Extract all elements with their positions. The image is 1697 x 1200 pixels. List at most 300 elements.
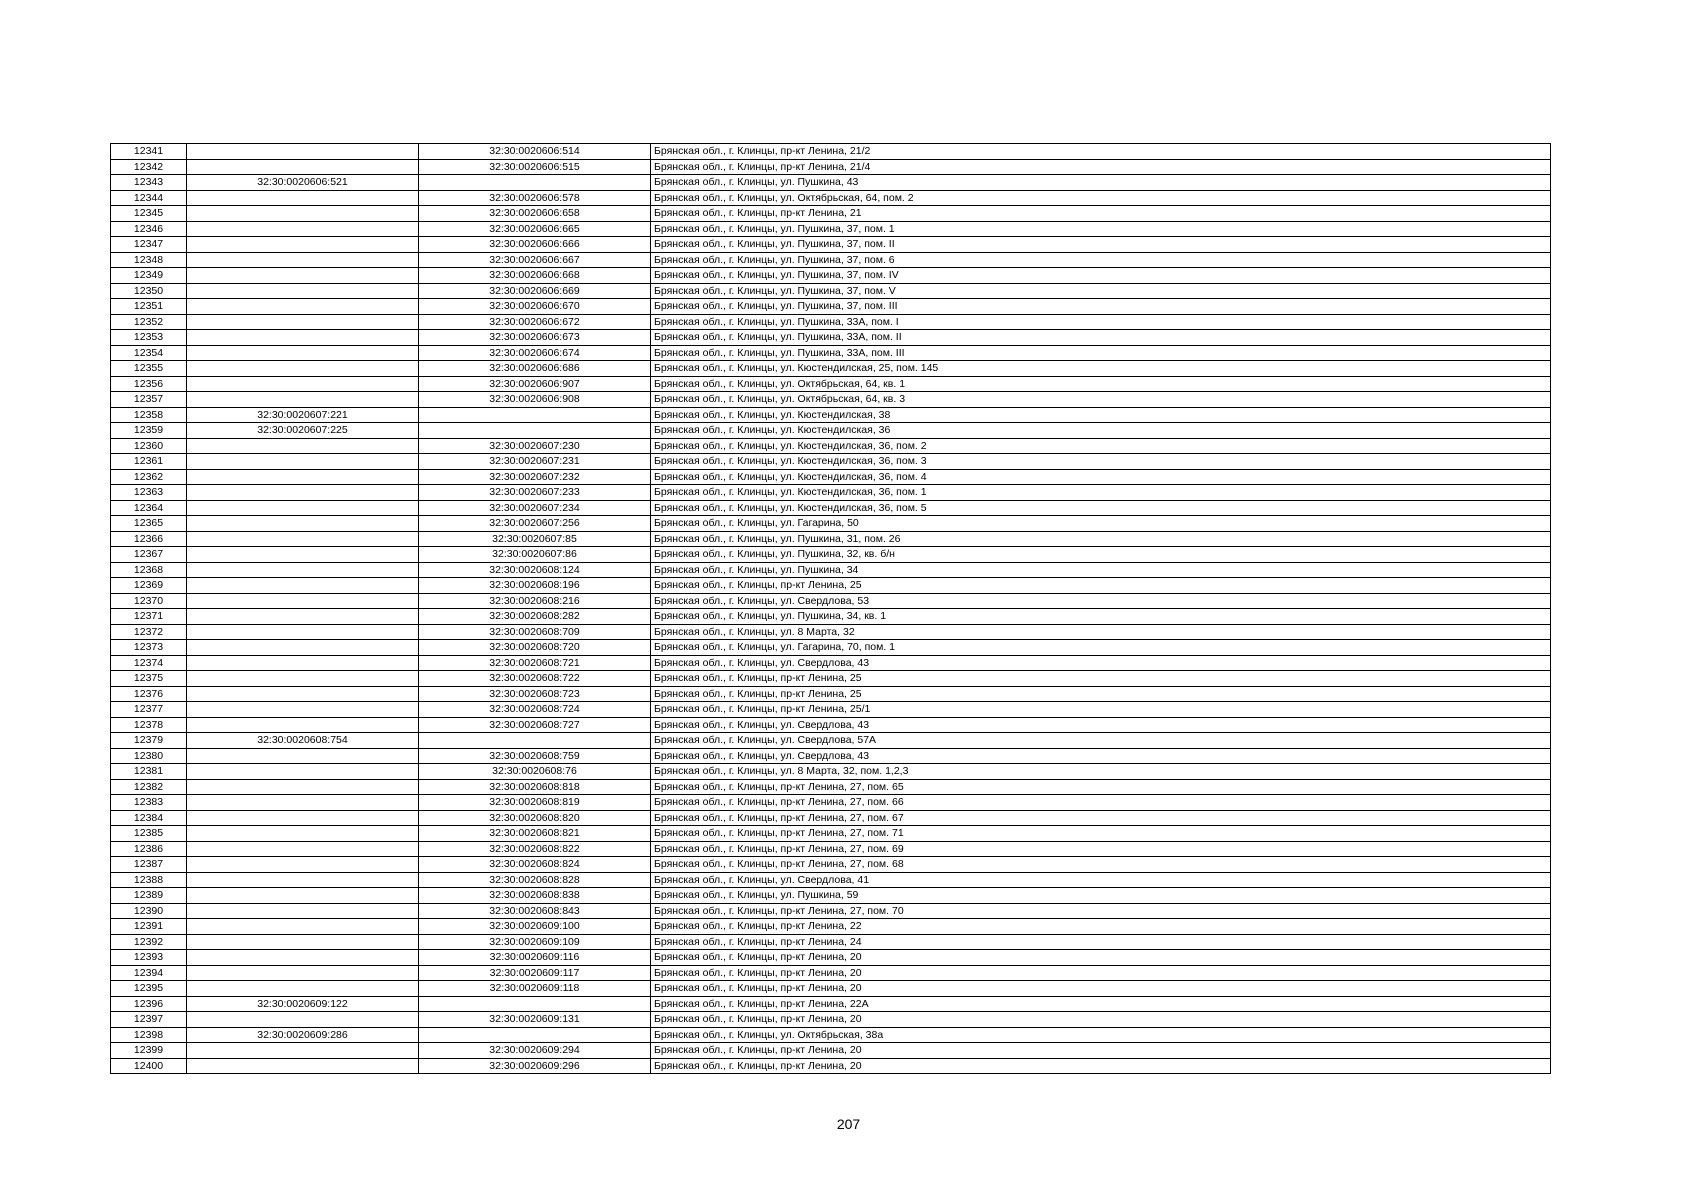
address-cell: Брянская обл., г. Клинцы, ул. 8 Марта, 32, пом. 1,2,3 <box>651 764 1551 780</box>
table-row <box>111 764 1551 780</box>
land-cadastral-cell <box>187 950 419 966</box>
row-number-cell: 12369 <box>111 578 187 594</box>
address-cell: Брянская обл., г. Клинцы, пр-кт Ленина, 21/4 <box>651 159 1551 175</box>
address-cell: Брянская обл., г. Клинцы, ул. Кюстендилская, 36, пом. 1 <box>651 485 1551 501</box>
object-cadastral-cell: 32:30:0020606:668 <box>419 268 651 284</box>
address-cell: Брянская обл., г. Клинцы, ул. Кюстендилская, 38 <box>651 407 1551 423</box>
row-number-cell: 12400 <box>111 1058 187 1074</box>
row-number-cell: 12360 <box>111 438 187 454</box>
table-row <box>111 1027 1551 1043</box>
table-row <box>111 562 1551 578</box>
address-cell: Брянская обл., г. Клинцы, ул. Пушкина, 33А, пом. II <box>651 330 1551 346</box>
land-cadastral-cell <box>187 593 419 609</box>
row-number-cell: 12348 <box>111 252 187 268</box>
address-cell: Брянская обл., г. Клинцы, ул. Кюстендилская, 36, пом. 4 <box>651 469 1551 485</box>
land-cadastral-cell <box>187 841 419 857</box>
land-cadastral-cell <box>187 764 419 780</box>
row-number-cell: 12357 <box>111 392 187 408</box>
page-number: 207 <box>836 1116 861 1132</box>
object-cadastral-cell: 32:30:0020607:85 <box>419 531 651 547</box>
land-cadastral-cell <box>187 206 419 222</box>
address-cell: Брянская обл., г. Клинцы, ул. Пушкина, 33А, пом. III <box>651 345 1551 361</box>
object-cadastral-cell: 32:30:0020606:667 <box>419 252 651 268</box>
land-cadastral-cell <box>187 717 419 733</box>
address-cell: Брянская обл., г. Клинцы, пр-кт Ленина, 25/1 <box>651 702 1551 718</box>
address-cell: Брянская обл., г. Клинцы, пр-кт Ленина, 22 <box>651 919 1551 935</box>
table-row <box>111 872 1551 888</box>
address-cell: Брянская обл., г. Клинцы, ул. Пушкина, 37, пом. III <box>651 299 1551 315</box>
object-cadastral-cell: 32:30:0020609:117 <box>419 965 651 981</box>
row-number-cell: 12352 <box>111 314 187 330</box>
object-cadastral-cell: 32:30:0020608:724 <box>419 702 651 718</box>
table-row <box>111 283 1551 299</box>
row-number-cell: 12371 <box>111 609 187 625</box>
table-row <box>111 934 1551 950</box>
table-row <box>111 795 1551 811</box>
table-row <box>111 330 1551 346</box>
row-number-cell: 12363 <box>111 485 187 501</box>
row-number-cell: 12365 <box>111 516 187 532</box>
table-row <box>111 857 1551 873</box>
object-cadastral-cell: 32:30:0020608:709 <box>419 624 651 640</box>
table-row <box>111 516 1551 532</box>
row-number-cell: 12342 <box>111 159 187 175</box>
address-cell: Брянская обл., г. Клинцы, ул. Пушкина, 31, пом. 26 <box>651 531 1551 547</box>
address-cell: Брянская обл., г. Клинцы, пр-кт Ленина, 27, пом. 68 <box>651 857 1551 873</box>
table-row <box>111 686 1551 702</box>
address-cell: Брянская обл., г. Клинцы, ул. Октябрьская, 64, кв. 3 <box>651 392 1551 408</box>
object-cadastral-cell: 32:30:0020608:720 <box>419 640 651 656</box>
row-number-cell: 12399 <box>111 1043 187 1059</box>
table-row <box>111 485 1551 501</box>
land-cadastral-cell <box>187 376 419 392</box>
land-cadastral-cell <box>187 299 419 315</box>
object-cadastral-cell <box>419 407 651 423</box>
row-number-cell: 12396 <box>111 996 187 1012</box>
land-cadastral-cell <box>187 624 419 640</box>
object-cadastral-cell: 32:30:0020609:100 <box>419 919 651 935</box>
object-cadastral-cell: 32:30:0020608:124 <box>419 562 651 578</box>
address-cell: Брянская обл., г. Клинцы, пр-кт Ленина, 22А <box>651 996 1551 1012</box>
address-cell: Брянская обл., г. Клинцы, пр-кт Ленина, 27, пом. 69 <box>651 841 1551 857</box>
land-cadastral-cell <box>187 640 419 656</box>
land-cadastral-cell <box>187 981 419 997</box>
address-cell: Брянская обл., г. Клинцы, ул. Свердлова, 53 <box>651 593 1551 609</box>
row-number-cell: 12389 <box>111 888 187 904</box>
table-row <box>111 237 1551 253</box>
table-row <box>111 640 1551 656</box>
row-number-cell: 12367 <box>111 547 187 563</box>
row-number-cell: 12345 <box>111 206 187 222</box>
row-number-cell: 12388 <box>111 872 187 888</box>
address-cell: Брянская обл., г. Клинцы, пр-кт Ленина, 20 <box>651 981 1551 997</box>
row-number-cell: 12346 <box>111 221 187 237</box>
land-cadastral-cell <box>187 562 419 578</box>
land-cadastral-cell <box>187 888 419 904</box>
object-cadastral-cell: 32:30:0020609:131 <box>419 1012 651 1028</box>
land-cadastral-cell <box>187 547 419 563</box>
table-row <box>111 159 1551 175</box>
object-cadastral-cell <box>419 175 651 191</box>
table-row <box>111 950 1551 966</box>
row-number-cell: 12364 <box>111 500 187 516</box>
row-number-cell: 12370 <box>111 593 187 609</box>
object-cadastral-cell: 32:30:0020606:666 <box>419 237 651 253</box>
row-number-cell: 12383 <box>111 795 187 811</box>
object-cadastral-cell: 32:30:0020608:196 <box>419 578 651 594</box>
table-row <box>111 903 1551 919</box>
land-cadastral-cell: 32:30:0020609:122 <box>187 996 419 1012</box>
land-cadastral-cell <box>187 686 419 702</box>
land-cadastral-cell <box>187 578 419 594</box>
table-row <box>111 779 1551 795</box>
land-cadastral-cell <box>187 283 419 299</box>
row-number-cell: 12393 <box>111 950 187 966</box>
row-number-cell: 12386 <box>111 841 187 857</box>
object-cadastral-cell: 32:30:0020609:109 <box>419 934 651 950</box>
object-cadastral-cell: 32:30:0020607:86 <box>419 547 651 563</box>
table-row <box>111 252 1551 268</box>
row-number-cell: 12377 <box>111 702 187 718</box>
table-row <box>111 1012 1551 1028</box>
object-cadastral-cell <box>419 996 651 1012</box>
address-cell: Брянская обл., г. Клинцы, пр-кт Ленина, 20 <box>651 950 1551 966</box>
land-cadastral-cell <box>187 345 419 361</box>
row-number-cell: 12349 <box>111 268 187 284</box>
land-cadastral-cell <box>187 671 419 687</box>
address-cell: Брянская обл., г. Клинцы, ул. Пушкина, 37, пом. V <box>651 283 1551 299</box>
object-cadastral-cell <box>419 423 651 439</box>
row-number-cell: 12392 <box>111 934 187 950</box>
row-number-cell: 12359 <box>111 423 187 439</box>
address-cell: Брянская обл., г. Клинцы, ул. Пушкина, 37, пом. 1 <box>651 221 1551 237</box>
land-cadastral-cell <box>187 872 419 888</box>
land-cadastral-cell <box>187 144 419 160</box>
land-cadastral-cell <box>187 826 419 842</box>
table-row <box>111 624 1551 640</box>
table-row <box>111 345 1551 361</box>
address-cell: Брянская обл., г. Клинцы, ул. Кюстендилская, 36, пом. 5 <box>651 500 1551 516</box>
address-cell: Брянская обл., г. Клинцы, пр-кт Ленина, 21 <box>651 206 1551 222</box>
object-cadastral-cell: 32:30:0020606:907 <box>419 376 651 392</box>
row-number-cell: 12341 <box>111 144 187 160</box>
table-row <box>111 144 1551 160</box>
address-cell: Брянская обл., г. Клинцы, ул. Октябрьская, 64, пом. 2 <box>651 190 1551 206</box>
row-number-cell: 12343 <box>111 175 187 191</box>
row-number-cell: 12375 <box>111 671 187 687</box>
address-cell: Брянская обл., г. Клинцы, ул. Пушкина, 37, пом. II <box>651 237 1551 253</box>
object-cadastral-cell: 32:30:0020609:294 <box>419 1043 651 1059</box>
object-cadastral-cell: 32:30:0020608:838 <box>419 888 651 904</box>
land-cadastral-cell <box>187 810 419 826</box>
land-cadastral-cell <box>187 252 419 268</box>
land-cadastral-cell: 32:30:0020607:225 <box>187 423 419 439</box>
object-cadastral-cell: 32:30:0020606:673 <box>419 330 651 346</box>
land-cadastral-cell <box>187 221 419 237</box>
land-cadastral-cell <box>187 314 419 330</box>
object-cadastral-cell: 32:30:0020608:824 <box>419 857 651 873</box>
row-number-cell: 12362 <box>111 469 187 485</box>
address-cell: Брянская обл., г. Клинцы, ул. Свердлова, 41 <box>651 872 1551 888</box>
object-cadastral-cell: 32:30:0020608:822 <box>419 841 651 857</box>
land-cadastral-cell: 32:30:0020608:754 <box>187 733 419 749</box>
row-number-cell: 12385 <box>111 826 187 842</box>
land-cadastral-cell <box>187 702 419 718</box>
address-cell: Брянская обл., г. Клинцы, пр-кт Ленина, 20 <box>651 1058 1551 1074</box>
address-cell: Брянская обл., г. Клинцы, ул. Пушкина, 59 <box>651 888 1551 904</box>
table-row <box>111 206 1551 222</box>
row-number-cell: 12397 <box>111 1012 187 1028</box>
address-cell: Брянская обл., г. Клинцы, пр-кт Ленина, 25 <box>651 578 1551 594</box>
address-cell: Брянская обл., г. Клинцы, ул. Пушкина, 33А, пом. I <box>651 314 1551 330</box>
object-cadastral-cell: 32:30:0020606:669 <box>419 283 651 299</box>
land-cadastral-cell <box>187 903 419 919</box>
land-cadastral-cell <box>187 330 419 346</box>
object-cadastral-cell: 32:30:0020606:665 <box>419 221 651 237</box>
land-cadastral-cell <box>187 500 419 516</box>
object-cadastral-cell: 32:30:0020606:578 <box>419 190 651 206</box>
row-number-cell: 12380 <box>111 748 187 764</box>
land-cadastral-cell <box>187 779 419 795</box>
land-cadastral-cell <box>187 857 419 873</box>
table-row <box>111 671 1551 687</box>
object-cadastral-cell: 32:30:0020608:721 <box>419 655 651 671</box>
object-cadastral-cell: 32:30:0020606:686 <box>419 361 651 377</box>
land-cadastral-cell <box>187 934 419 950</box>
row-number-cell: 12379 <box>111 733 187 749</box>
land-cadastral-cell <box>187 159 419 175</box>
registry-table <box>110 143 1551 1074</box>
address-cell: Брянская обл., г. Клинцы, ул. Пушкина, 34, кв. 1 <box>651 609 1551 625</box>
object-cadastral-cell: 32:30:0020608:759 <box>419 748 651 764</box>
object-cadastral-cell: 32:30:0020608:818 <box>419 779 651 795</box>
address-cell: Брянская обл., г. Клинцы, ул. Свердлова, 43 <box>651 717 1551 733</box>
table-row <box>111 748 1551 764</box>
object-cadastral-cell: 32:30:0020608:722 <box>419 671 651 687</box>
table-row <box>111 655 1551 671</box>
object-cadastral-cell: 32:30:0020606:672 <box>419 314 651 330</box>
table-row <box>111 221 1551 237</box>
row-number-cell: 12390 <box>111 903 187 919</box>
address-cell: Брянская обл., г. Клинцы, пр-кт Ленина, 25 <box>651 686 1551 702</box>
land-cadastral-cell <box>187 795 419 811</box>
land-cadastral-cell <box>187 748 419 764</box>
object-cadastral-cell: 32:30:0020608:843 <box>419 903 651 919</box>
table-row <box>111 717 1551 733</box>
row-number-cell: 12351 <box>111 299 187 315</box>
land-cadastral-cell <box>187 268 419 284</box>
land-cadastral-cell <box>187 919 419 935</box>
table-row <box>111 919 1551 935</box>
object-cadastral-cell: 32:30:0020607:256 <box>419 516 651 532</box>
land-cadastral-cell <box>187 965 419 981</box>
object-cadastral-cell: 32:30:0020606:908 <box>419 392 651 408</box>
address-cell: Брянская обл., г. Клинцы, пр-кт Ленина, 20 <box>651 965 1551 981</box>
land-cadastral-cell <box>187 454 419 470</box>
land-cadastral-cell <box>187 655 419 671</box>
table-row <box>111 826 1551 842</box>
land-cadastral-cell <box>187 1043 419 1059</box>
row-number-cell: 12353 <box>111 330 187 346</box>
table-row <box>111 547 1551 563</box>
row-number-cell: 12394 <box>111 965 187 981</box>
address-cell: Брянская обл., г. Клинцы, ул. Октябрьская, 38а <box>651 1027 1551 1043</box>
row-number-cell: 12361 <box>111 454 187 470</box>
table-row <box>111 392 1551 408</box>
address-cell: Брянская обл., г. Клинцы, ул. Кюстендилская, 36 <box>651 423 1551 439</box>
address-cell: Брянская обл., г. Клинцы, пр-кт Ленина, 27, пом. 67 <box>651 810 1551 826</box>
object-cadastral-cell: 32:30:0020608:727 <box>419 717 651 733</box>
row-number-cell: 12372 <box>111 624 187 640</box>
object-cadastral-cell: 32:30:0020606:670 <box>419 299 651 315</box>
address-cell: Брянская обл., г. Клинцы, пр-кт Ленина, 27, пом. 65 <box>651 779 1551 795</box>
address-cell: Брянская обл., г. Клинцы, пр-кт Ленина, 24 <box>651 934 1551 950</box>
object-cadastral-cell: 32:30:0020609:118 <box>419 981 651 997</box>
row-number-cell: 12366 <box>111 531 187 547</box>
row-number-cell: 12356 <box>111 376 187 392</box>
address-cell: Брянская обл., г. Клинцы, ул. Свердлова, 43 <box>651 748 1551 764</box>
table-row <box>111 996 1551 1012</box>
table-row <box>111 423 1551 439</box>
row-number-cell: 12395 <box>111 981 187 997</box>
row-number-cell: 12398 <box>111 1027 187 1043</box>
table-row <box>111 810 1551 826</box>
table-row <box>111 981 1551 997</box>
address-cell: Брянская обл., г. Клинцы, ул. Свердлова, 43 <box>651 655 1551 671</box>
row-number-cell: 12376 <box>111 686 187 702</box>
address-cell: Брянская обл., г. Клинцы, ул. Пушкина, 37, пом. IV <box>651 268 1551 284</box>
row-number-cell: 12387 <box>111 857 187 873</box>
object-cadastral-cell: 32:30:0020607:230 <box>419 438 651 454</box>
table-row <box>111 531 1551 547</box>
object-cadastral-cell: 32:30:0020609:116 <box>419 950 651 966</box>
address-cell: Брянская обл., г. Клинцы, ул. Кюстендилская, 36, пом. 2 <box>651 438 1551 454</box>
row-number-cell: 12384 <box>111 810 187 826</box>
table-row <box>111 454 1551 470</box>
address-cell: Брянская обл., г. Клинцы, пр-кт Ленина, 21/2 <box>651 144 1551 160</box>
table-row <box>111 190 1551 206</box>
address-cell: Брянская обл., г. Клинцы, ул. Гагарина, 50 <box>651 516 1551 532</box>
land-cadastral-cell <box>187 531 419 547</box>
table-row <box>111 609 1551 625</box>
land-cadastral-cell <box>187 438 419 454</box>
table-row <box>111 578 1551 594</box>
row-number-cell: 12344 <box>111 190 187 206</box>
row-number-cell: 12381 <box>111 764 187 780</box>
table-row <box>111 702 1551 718</box>
object-cadastral-cell: 32:30:0020607:231 <box>419 454 651 470</box>
address-cell: Брянская обл., г. Клинцы, ул. 8 Марта, 32 <box>651 624 1551 640</box>
land-cadastral-cell <box>187 485 419 501</box>
row-number-cell: 12354 <box>111 345 187 361</box>
address-cell: Брянская обл., г. Клинцы, ул. Кюстендилская, 36, пом. 3 <box>651 454 1551 470</box>
address-cell: Брянская обл., г. Клинцы, пр-кт Ленина, 27, пом. 71 <box>651 826 1551 842</box>
table-row <box>111 175 1551 191</box>
object-cadastral-cell: 32:30:0020608:216 <box>419 593 651 609</box>
address-cell: Брянская обл., г. Клинцы, пр-кт Ленина, 20 <box>651 1043 1551 1059</box>
object-cadastral-cell: 32:30:0020607:233 <box>419 485 651 501</box>
table-row <box>111 361 1551 377</box>
object-cadastral-cell: 32:30:0020609:296 <box>419 1058 651 1074</box>
land-cadastral-cell <box>187 361 419 377</box>
table-row <box>111 376 1551 392</box>
table-row <box>111 733 1551 749</box>
address-cell: Брянская обл., г. Клинцы, пр-кт Ленина, 27, пом. 70 <box>651 903 1551 919</box>
address-cell: Брянская обл., г. Клинцы, пр-кт Ленина, 20 <box>651 1012 1551 1028</box>
object-cadastral-cell: 32:30:0020608:820 <box>419 810 651 826</box>
land-cadastral-cell <box>187 516 419 532</box>
land-cadastral-cell: 32:30:0020606:521 <box>187 175 419 191</box>
object-cadastral-cell: 32:30:0020608:821 <box>419 826 651 842</box>
address-cell: Брянская обл., г. Клинцы, ул. Свердлова, 57А <box>651 733 1551 749</box>
address-cell: Брянская обл., г. Клинцы, ул. Пушкина, 37, пом. 6 <box>651 252 1551 268</box>
address-cell: Брянская обл., г. Клинцы, пр-кт Ленина, 25 <box>651 671 1551 687</box>
table-row <box>111 1058 1551 1074</box>
land-cadastral-cell <box>187 392 419 408</box>
row-number-cell: 12347 <box>111 237 187 253</box>
object-cadastral-cell: 32:30:0020608:819 <box>419 795 651 811</box>
table-row <box>111 469 1551 485</box>
table-row <box>111 841 1551 857</box>
object-cadastral-cell: 32:30:0020606:515 <box>419 159 651 175</box>
row-number-cell: 12373 <box>111 640 187 656</box>
address-cell: Брянская обл., г. Клинцы, ул. Октябрьская, 64, кв. 1 <box>651 376 1551 392</box>
land-cadastral-cell <box>187 1058 419 1074</box>
table-row <box>111 407 1551 423</box>
address-cell: Брянская обл., г. Клинцы, ул. Гагарина, 70, пом. 1 <box>651 640 1551 656</box>
land-cadastral-cell <box>187 190 419 206</box>
land-cadastral-cell <box>187 237 419 253</box>
table-row <box>111 314 1551 330</box>
object-cadastral-cell <box>419 733 651 749</box>
address-cell: Брянская обл., г. Клинцы, ул. Пушкина, 43 <box>651 175 1551 191</box>
table-row <box>111 888 1551 904</box>
land-cadastral-cell <box>187 1012 419 1028</box>
land-cadastral-cell <box>187 469 419 485</box>
row-number-cell: 12350 <box>111 283 187 299</box>
table-row <box>111 965 1551 981</box>
address-cell: Брянская обл., г. Клинцы, ул. Пушкина, 32, кв. б/н <box>651 547 1551 563</box>
registry-body <box>111 144 1551 1074</box>
object-cadastral-cell: 32:30:0020608:723 <box>419 686 651 702</box>
object-cadastral-cell: 32:30:0020607:232 <box>419 469 651 485</box>
object-cadastral-cell: 32:30:0020606:658 <box>419 206 651 222</box>
row-number-cell: 12391 <box>111 919 187 935</box>
land-cadastral-cell: 32:30:0020607:221 <box>187 407 419 423</box>
address-cell: Брянская обл., г. Клинцы, пр-кт Ленина, 27, пом. 66 <box>651 795 1551 811</box>
table-row <box>111 438 1551 454</box>
table-row <box>111 593 1551 609</box>
table-row <box>111 500 1551 516</box>
row-number-cell: 12358 <box>111 407 187 423</box>
table-row <box>111 1043 1551 1059</box>
table-row <box>111 268 1551 284</box>
row-number-cell: 12355 <box>111 361 187 377</box>
land-cadastral-cell <box>187 609 419 625</box>
row-number-cell: 12368 <box>111 562 187 578</box>
object-cadastral-cell: 32:30:0020606:674 <box>419 345 651 361</box>
object-cadastral-cell: 32:30:0020608:282 <box>419 609 651 625</box>
address-cell: Брянская обл., г. Клинцы, ул. Пушкина, 34 <box>651 562 1551 578</box>
row-number-cell: 12382 <box>111 779 187 795</box>
table-row <box>111 299 1551 315</box>
object-cadastral-cell <box>419 1027 651 1043</box>
object-cadastral-cell: 32:30:0020608:76 <box>419 764 651 780</box>
object-cadastral-cell: 32:30:0020606:514 <box>419 144 651 160</box>
row-number-cell: 12378 <box>111 717 187 733</box>
row-number-cell: 12374 <box>111 655 187 671</box>
object-cadastral-cell: 32:30:0020608:828 <box>419 872 651 888</box>
